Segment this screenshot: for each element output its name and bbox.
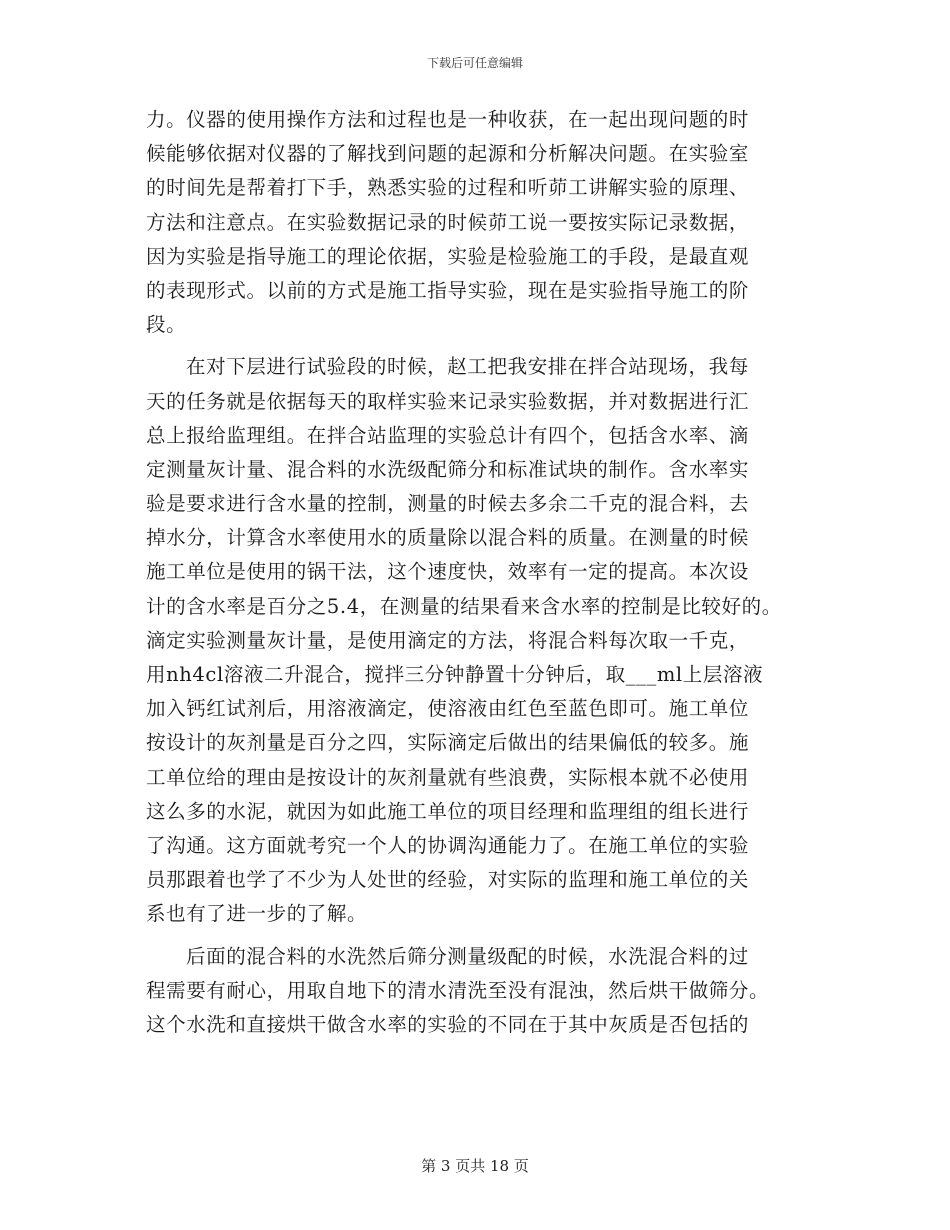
text-line: 方法和注意点。在实验数据记录的时候茆工说一要按实际记录数据， (146, 210, 750, 234)
text-line: 员那跟着也学了不少为人处世的经验，对实际的监理和施工单位的关 (146, 868, 750, 892)
text-line: 用nh4cl溶液二升混合，搅拌三分钟静置十分钟后，取___ml上层溶液 (146, 663, 764, 686)
body-text (146, 103, 806, 1042)
text-line: 的时间先是帮着打下手，熟悉实验的过程和听茆工讲解实验的原理、 (146, 176, 750, 200)
text-line: 因为实验是指导施工的理论依据，实验是检验施工的手段，是最直观 (146, 244, 750, 268)
text-line: 计的含水率是百分之5.4，在测量的结果看来含水率的控制是比较好的。 (146, 594, 782, 618)
page-header: 下载后可任意编辑 (426, 56, 523, 70)
text-line: 了沟通。这方面就考究一个人的协调沟通能力了。在施工单位的实验 (146, 833, 750, 857)
page-footer: 第 3 页共 18 页 (421, 1157, 529, 1175)
text-line: 总上报给监理组。在拌合站监理的实验总计有四个，包括含水率、滴 (146, 423, 750, 447)
text-line: 这么多的水泥，就因为如此施工单位的项目经理和监理组的组长进行 (146, 799, 750, 823)
text-line: 这个水洗和直接烘干做含水率的实验的不同在于其中灰质是否包括的 (146, 1012, 750, 1036)
text-line: 掉水分，计算含水率使用水的质量除以混合料的质量。在测量的时候 (146, 526, 750, 550)
text-line: 候能够依据对仪器的了解找到问题的起源和分析解决问题。在实验室 (146, 142, 750, 166)
text-line: 验是要求进行含水量的控制，测量的时候去多余二千克的混合料，去 (146, 492, 750, 516)
text-line: 系也有了进一步的了解。 (146, 902, 368, 926)
text-line: 程需要有耐心，用取自地下的清水清洗至没有混浊，然后烘干做筛分。 (146, 978, 770, 1002)
text-line: 加入钙红试剂后，用溶液滴定，使溶液由红色至蓝色即可。施工单位 (146, 697, 750, 721)
text-line: 施工单位是使用的锅干法，这个速度快，效率有一定的提高。本次设 (146, 560, 750, 584)
text-line: 力。仪器的使用操作方法和过程也是一种收获，在一起出现问题的时 (146, 108, 750, 131)
paragraph-start-line: 在对下层进行试验段的时候，赵工把我安排在拌合站现场，我每 (186, 355, 749, 379)
text-line: 段。 (146, 313, 187, 337)
text-line: 定测量灰计量、混合料的水洗级配筛分和标准试块的制作。含水率实 (146, 457, 750, 481)
text-line: 滴定实验测量灰计量，是使用滴定的方法，将混合料每次取一千克， (146, 628, 750, 652)
paragraph-start-line: 后面的混合料的水洗然后筛分测量级配的时候，水洗混合料的过 (186, 944, 749, 968)
text-line: 工单位给的理由是按设计的灰剂量就有些浪费，实际根本就不必使用 (146, 765, 750, 789)
text-line: 天的任务就是依据每天的取样实验来记录实验数据，并对数据进行汇 (146, 389, 750, 413)
text-line: 的表现形式。以前的方式是施工指导实验，现在是实验指导施工的阶 (146, 278, 750, 302)
text-line: 按设计的灰剂量是百分之四，实际滴定后做出的结果偏低的较多。施 (146, 731, 750, 755)
